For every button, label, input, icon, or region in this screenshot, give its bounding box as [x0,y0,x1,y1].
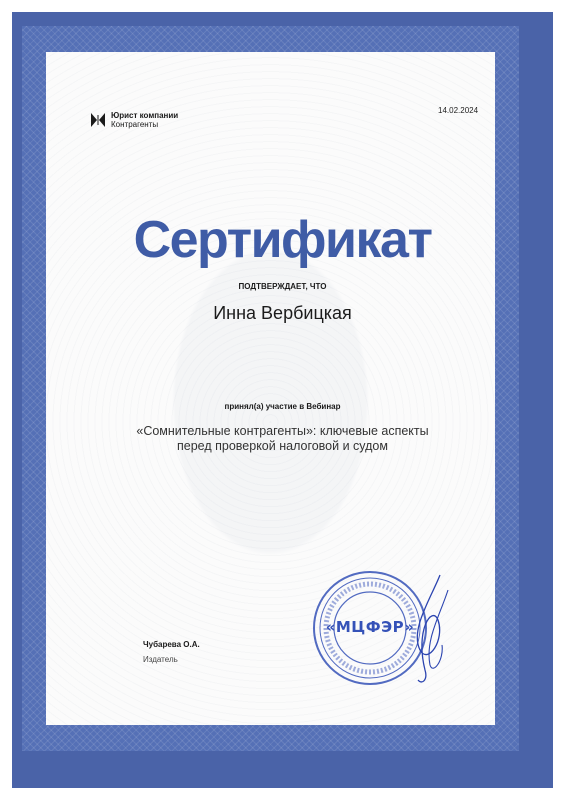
handwritten-signature [400,570,460,690]
certificate-title: Сертификат [133,211,432,269]
event-title-line2: перед проверкой налоговой и судом [177,439,388,453]
company-logo [90,110,178,130]
seal-text: «МЦФЭР» [325,618,415,636]
logo-subtitle: Контрагенты [111,120,159,129]
event-title-line1: «Сомнительные контрагенты»: ключевые аспекты [136,424,429,438]
participation-text: принял(а) участие в Вебинар [224,402,341,411]
issue-date: 14.02.2024 [438,106,479,115]
logo-title: Юрист компании [111,111,179,120]
event-title [0,424,565,454]
logo-mark-icon [90,112,106,128]
signer-name: Чубарева О.А. [143,640,200,649]
signer-role: Издатель [143,655,178,664]
recipient-name: Инна Вербицкая [213,303,352,323]
confirms-text: ПОДТВЕРЖДАЕТ, ЧТО [238,282,327,291]
